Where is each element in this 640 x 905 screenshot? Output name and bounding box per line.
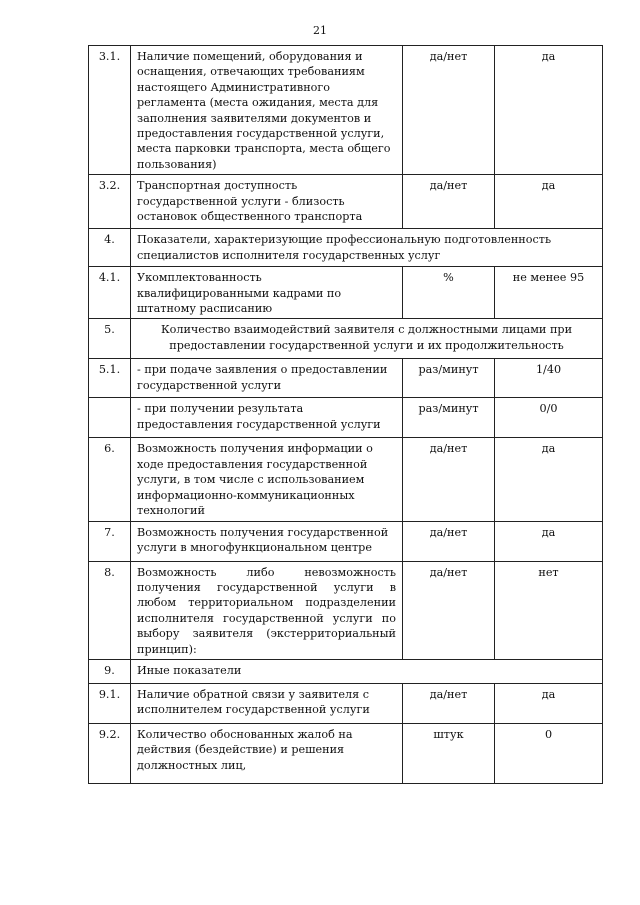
row-unit: да/нет	[403, 683, 495, 723]
row-number: 9.	[89, 659, 131, 683]
section-heading: Показатели, характеризующие профессиональную подготовленность специалистов исполнителя государственных услуг	[131, 229, 603, 267]
row-value: да	[495, 46, 603, 175]
row-unit: %	[403, 267, 495, 319]
row-number: 9.2.	[89, 723, 131, 783]
row-value: не менее 95	[495, 267, 603, 319]
table-row	[89, 438, 603, 521]
row-number: 5.	[89, 319, 131, 359]
section-heading: Количество взаимодействий заявителя с должностными лицами при предоставлении государственной услуги и их продолжительность	[131, 319, 603, 359]
row-value: 0/0	[495, 398, 603, 438]
row-number: 8.	[89, 561, 131, 659]
row-unit: раз/минут	[403, 398, 495, 438]
table-row	[89, 229, 603, 267]
table-row	[89, 659, 603, 683]
row-unit: да/нет	[403, 46, 495, 175]
row-number: 9.1.	[89, 683, 131, 723]
row-value: да	[495, 521, 603, 561]
table-row	[89, 175, 603, 229]
page-number: 21	[313, 24, 327, 37]
row-description: Возможность получения информации о ходе предоставления государственной услуги, в том числе с использованием информационно-коммуникационных технологий	[131, 438, 403, 521]
row-unit: да/нет	[403, 438, 495, 521]
table-row	[89, 319, 603, 359]
row-description: Наличие обратной связи у заявителя с исполнителем государственной услуги	[131, 683, 403, 723]
row-description: Возможность получения государственной услуги в многофункциональном центре	[131, 521, 403, 561]
row-value: 1/40	[495, 359, 603, 398]
row-unit: да/нет	[403, 561, 495, 659]
table-row	[89, 521, 603, 561]
row-value: да	[495, 175, 603, 229]
row-number: 7.	[89, 521, 131, 561]
row-unit: раз/минут	[403, 359, 495, 398]
row-description: Транспортная доступность государственной услуги - близость остановок общественного транспорта	[131, 175, 403, 229]
row-unit: да/нет	[403, 175, 495, 229]
row-number: 6.	[89, 438, 131, 521]
table-row	[89, 359, 603, 398]
row-number: 3.1.	[89, 46, 131, 175]
row-unit: да/нет	[403, 521, 495, 561]
section-heading: Иные показатели	[131, 659, 603, 683]
table-row	[89, 683, 603, 723]
row-description: Возможность либо невозможность получения государственной услуги в любом территориальном подразделении исполнителя государственной услуги по выбору заявителя (экстерриториальный принцип):	[131, 561, 403, 659]
table-row	[89, 267, 603, 319]
table-row	[89, 561, 603, 659]
row-value: 0	[495, 723, 603, 783]
table-row	[89, 398, 603, 438]
row-description: Количество обоснованных жалоб на действия (бездействие) и решения должностных лиц,	[131, 723, 403, 783]
row-description: Укомплектованность квалифицированными кадрами по штатному расписанию	[131, 267, 403, 319]
row-unit: штук	[403, 723, 495, 783]
row-description: Наличие помещений, оборудования и оснащения, отвечающих требованиям настоящего Административного регламента (места ожидания, места для заполнения заявителями документов и предоставления государственной услуги, места парковки транспорта, места общего пользования)	[131, 46, 403, 175]
table-row	[89, 46, 603, 175]
row-value: да	[495, 438, 603, 521]
indicators-table	[88, 45, 603, 784]
row-number	[89, 398, 131, 438]
row-value: да	[495, 683, 603, 723]
row-description: - при получении результата предоставления государственной услуги	[131, 398, 403, 438]
row-number: 4.1.	[89, 267, 131, 319]
row-number: 5.1.	[89, 359, 131, 398]
table-row	[89, 723, 603, 783]
row-value: нет	[495, 561, 603, 659]
row-description: - при подаче заявления о предоставлении государственной услуги	[131, 359, 403, 398]
row-number: 3.2.	[89, 175, 131, 229]
row-number: 4.	[89, 229, 131, 267]
